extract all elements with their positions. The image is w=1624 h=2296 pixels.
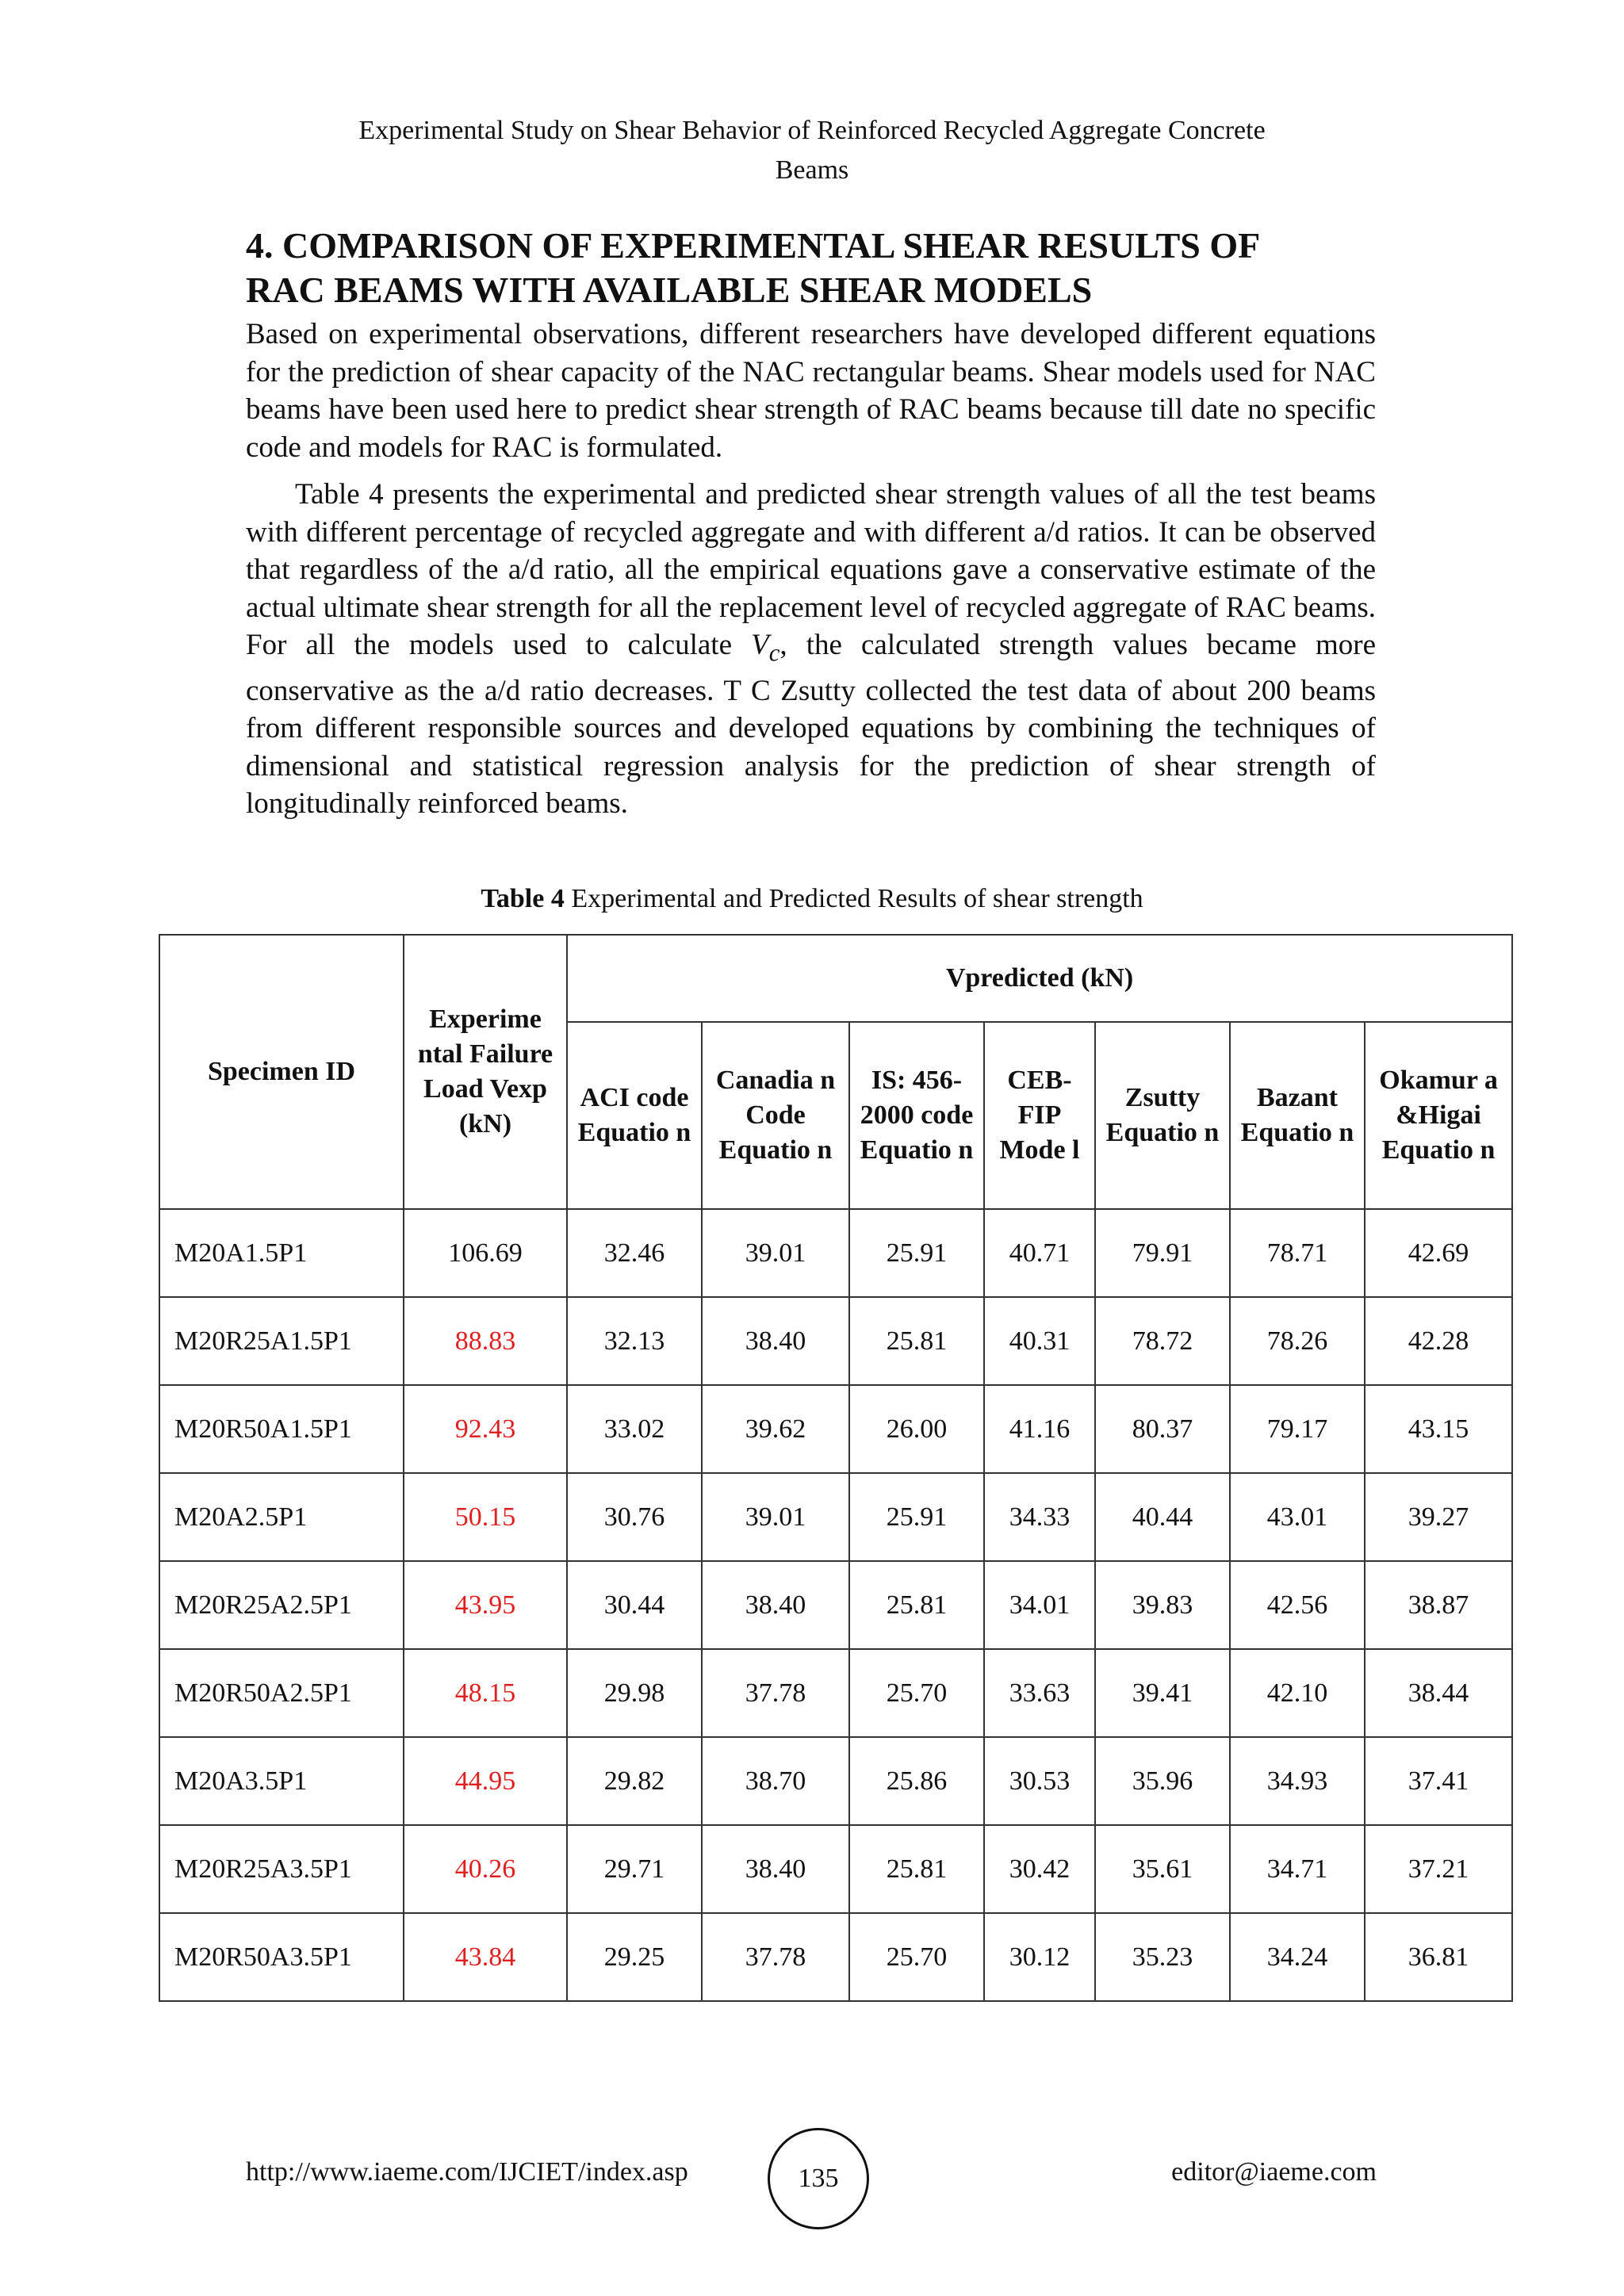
cell-zsutty: 79.91 <box>1095 1209 1230 1297</box>
cell-okamura: 43.15 <box>1365 1385 1512 1473</box>
cell-zsutty: 39.41 <box>1095 1649 1230 1737</box>
cell-specimen-id: M20R50A3.5P1 <box>159 1913 404 2001</box>
cell-canadian: 37.78 <box>702 1913 849 2001</box>
cell-aci: 32.13 <box>567 1297 702 1385</box>
cell-okamura: 36.81 <box>1365 1913 1512 2001</box>
footer-url[interactable]: http://www.iaeme.com/IJCIET/index.asp <box>246 2157 688 2187</box>
cell-is456: 25.91 <box>849 1209 984 1297</box>
cell-cebfip: 40.71 <box>984 1209 1095 1297</box>
cell-canadian: 38.40 <box>702 1297 849 1385</box>
cell-cebfip: 33.63 <box>984 1649 1095 1737</box>
table-caption-text: Experimental and Predicted Results of shear strength <box>564 884 1143 913</box>
cell-vexp: 92.43 <box>404 1385 567 1473</box>
table-row <box>159 1649 1512 1737</box>
running-head-line1: Experimental Study on Shear Behavior of Reinforced Recycled Aggregate Concrete <box>358 116 1266 145</box>
cell-okamura: 39.27 <box>1365 1473 1512 1561</box>
cell-canadian: 38.70 <box>702 1737 849 1825</box>
cell-is456: 25.81 <box>849 1297 984 1385</box>
cell-specimen-id: M20A2.5P1 <box>159 1473 404 1561</box>
cell-canadian: 39.62 <box>702 1385 849 1473</box>
cell-specimen-id: M20R25A3.5P1 <box>159 1825 404 1913</box>
cell-vexp: 50.15 <box>404 1473 567 1561</box>
table-row <box>159 1209 1512 1297</box>
cell-is456: 25.70 <box>849 1649 984 1737</box>
header-zsutty: Zsutty Equatio n <box>1095 1022 1230 1209</box>
footer-email[interactable]: editor@iaeme.com <box>1171 2157 1377 2187</box>
cell-is456: 25.70 <box>849 1913 984 2001</box>
cell-zsutty: 40.44 <box>1095 1473 1230 1561</box>
cell-bazant: 42.10 <box>1230 1649 1365 1737</box>
cell-aci: 30.76 <box>567 1473 702 1561</box>
section-title-line2: RAC BEAMS WITH AVAILABLE SHEAR MODELS <box>246 270 1093 310</box>
cell-vexp: 48.15 <box>404 1649 567 1737</box>
cell-canadian: 39.01 <box>702 1473 849 1561</box>
cell-aci: 29.98 <box>567 1649 702 1737</box>
cell-bazant: 79.17 <box>1230 1385 1365 1473</box>
table-row <box>159 1825 1512 1913</box>
cell-canadian: 38.40 <box>702 1825 849 1913</box>
cell-okamura: 37.41 <box>1365 1737 1512 1825</box>
header-okamura: Okamur a &Higai Equatio n <box>1365 1022 1512 1209</box>
cell-okamura: 42.28 <box>1365 1297 1512 1385</box>
cell-cebfip: 40.31 <box>984 1297 1095 1385</box>
cell-aci: 33.02 <box>567 1385 702 1473</box>
cell-bazant: 34.93 <box>1230 1737 1365 1825</box>
header-is456: IS: 456-2000 code Equatio n <box>849 1022 984 1209</box>
cell-cebfip: 41.16 <box>984 1385 1095 1473</box>
cell-is456: 25.91 <box>849 1473 984 1561</box>
table-caption-label: Table 4 <box>481 884 565 913</box>
header-bazant: Bazant Equatio n <box>1230 1022 1365 1209</box>
running-head <box>0 111 1624 190</box>
cell-vexp: 88.83 <box>404 1297 567 1385</box>
header-canadian: Canadia n Code Equatio n <box>702 1022 849 1209</box>
cell-aci: 32.46 <box>567 1209 702 1297</box>
cell-vexp: 43.95 <box>404 1561 567 1649</box>
cell-vexp: 44.95 <box>404 1737 567 1825</box>
cell-is456: 26.00 <box>849 1385 984 1473</box>
cell-is456: 25.86 <box>849 1737 984 1825</box>
cell-vexp: 43.84 <box>404 1913 567 2001</box>
section-title <box>246 224 1372 312</box>
header-cebfip: CEB-FIP Mode l <box>984 1022 1095 1209</box>
vc-symbol: $V_c$ <box>751 629 780 667</box>
cell-cebfip: 30.53 <box>984 1737 1095 1825</box>
cell-zsutty: 78.72 <box>1095 1297 1230 1385</box>
table-row <box>159 1561 1512 1649</box>
cell-is456: 25.81 <box>849 1561 984 1649</box>
cell-zsutty: 80.37 <box>1095 1385 1230 1473</box>
table-row <box>159 1297 1512 1385</box>
page-number: 135 <box>768 2128 869 2229</box>
cell-zsutty: 35.23 <box>1095 1913 1230 2001</box>
cell-bazant: 42.56 <box>1230 1561 1365 1649</box>
cell-specimen-id: M20R25A1.5P1 <box>159 1297 404 1385</box>
section-title-line1: 4. COMPARISON OF EXPERIMENTAL SHEAR RESULTS OF <box>246 225 1261 266</box>
paragraph-2 <box>246 476 1376 823</box>
cell-bazant: 34.24 <box>1230 1913 1365 2001</box>
header-experimental-load: Experime ntal Failure Load Vexp (kN) <box>404 935 567 1209</box>
cell-okamura: 38.44 <box>1365 1649 1512 1737</box>
header-vpredicted: Vpredicted (kN) <box>567 935 1512 1022</box>
header-specimen-id: Specimen ID <box>159 935 404 1209</box>
cell-bazant: 43.01 <box>1230 1473 1365 1561</box>
cell-specimen-id: M20R50A1.5P1 <box>159 1385 404 1473</box>
running-head-line2: Beams <box>775 155 849 185</box>
cell-cebfip: 34.33 <box>984 1473 1095 1561</box>
paragraph-2-text-b: , the calculated strength values became more conservative as the a/d ratio decreases. T C Zsutty collected the test data of about 200 beams from different responsible sources and developed equations by combining the techniques of dimensional and statistical regression analysis for the prediction of shear strength of longitudinally reinforced beams. <box>246 629 1376 821</box>
table-row <box>159 1913 1512 2001</box>
table-caption <box>0 882 1624 916</box>
cell-okamura: 37.21 <box>1365 1825 1512 1913</box>
cell-canadian: 37.78 <box>702 1649 849 1737</box>
table-row <box>159 1473 1512 1561</box>
cell-canadian: 38.40 <box>702 1561 849 1649</box>
cell-bazant: 78.71 <box>1230 1209 1365 1297</box>
cell-aci: 29.82 <box>567 1737 702 1825</box>
cell-cebfip: 30.42 <box>984 1825 1095 1913</box>
cell-aci: 29.25 <box>567 1913 702 2001</box>
cell-specimen-id: M20A1.5P1 <box>159 1209 404 1297</box>
cell-specimen-id: M20R50A2.5P1 <box>159 1649 404 1737</box>
cell-vexp: 106.69 <box>404 1209 567 1297</box>
cell-canadian: 39.01 <box>702 1209 849 1297</box>
table-row <box>159 1385 1512 1473</box>
header-aci: ACI code Equatio n <box>567 1022 702 1209</box>
cell-zsutty: 39.83 <box>1095 1561 1230 1649</box>
cell-bazant: 34.71 <box>1230 1825 1365 1913</box>
results-table <box>159 934 1513 2002</box>
cell-aci: 29.71 <box>567 1825 702 1913</box>
cell-aci: 30.44 <box>567 1561 702 1649</box>
cell-specimen-id: M20R25A2.5P1 <box>159 1561 404 1649</box>
cell-cebfip: 30.12 <box>984 1913 1095 2001</box>
cell-cebfip: 34.01 <box>984 1561 1095 1649</box>
cell-bazant: 78.26 <box>1230 1297 1365 1385</box>
cell-okamura: 42.69 <box>1365 1209 1512 1297</box>
cell-specimen-id: M20A3.5P1 <box>159 1737 404 1825</box>
paragraph-1: Based on experimental observations, different researchers have developed different equations for the prediction of shear capacity of the NAC rectangular beams. Shear models used for NAC beams have been used here to predict shear strength of RAC beams because till date no specific code and models for RAC is formulated. <box>246 318 1376 464</box>
cell-vexp: 40.26 <box>404 1825 567 1913</box>
cell-zsutty: 35.61 <box>1095 1825 1230 1913</box>
cell-okamura: 38.87 <box>1365 1561 1512 1649</box>
cell-is456: 25.81 <box>849 1825 984 1913</box>
cell-zsutty: 35.96 <box>1095 1737 1230 1825</box>
table-row <box>159 1737 1512 1825</box>
paragraph-2-text-a: Table 4 presents the experimental and predicted shear strength values of all the test beams with different percentage of recycled aggregate and with different a/d ratios. It can be observed that regardless of the a/d ratio, all the empirical equations gave a conservative estimate of the actual ultimate shear strength for all the replacement level of recycled aggregate of RAC beams. For all the models used to calculate <box>246 478 1376 661</box>
